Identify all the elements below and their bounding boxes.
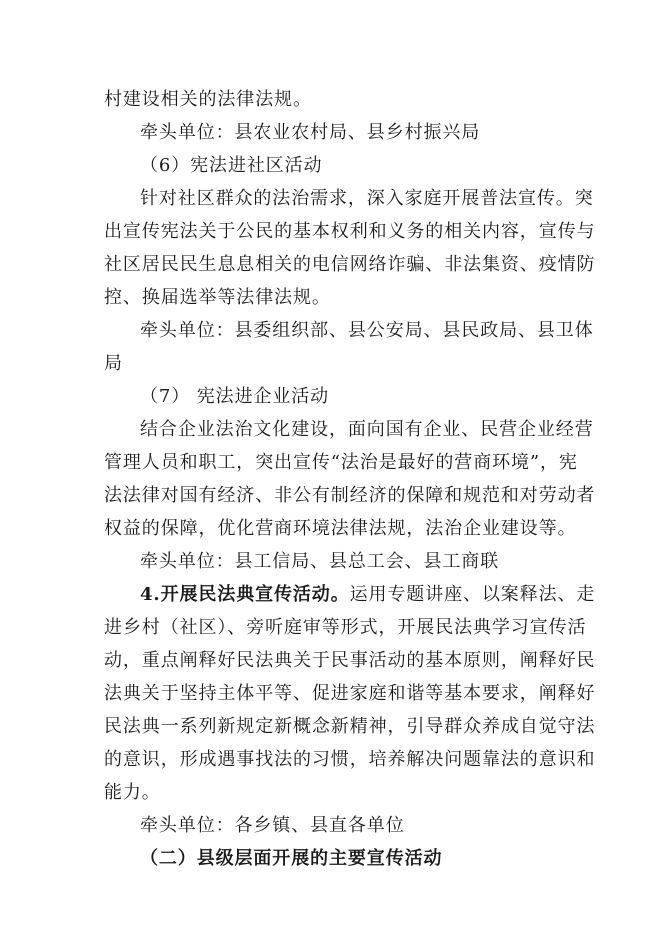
paragraph-text: 运用专题讲座、以案释法、走 — [349, 584, 596, 605]
lead-unit-line: 牵头单位：县委组织部、县公安局、县民政局、县卫体 — [140, 320, 594, 341]
section-heading-4: 4.开展民法典宣传活动。 — [140, 584, 350, 605]
paragraph-line: 权益的保障，优化营商环境法律法规，法治企业建设等。 — [104, 518, 577, 539]
paragraph-line: 出宣传宪法关于公民的基本权利和义务的相关内容，宣传与 — [104, 221, 596, 242]
paragraph-line: 法典关于坚持主体平等、促进家庭和谐等基本要求，阐释好 — [104, 683, 596, 704]
lead-unit-line: 牵头单位：各乡镇、县直各单位 — [140, 815, 405, 836]
lead-unit-line: 牵头单位：县农业农村局、县乡村振兴局 — [140, 122, 481, 143]
paragraph-line: 针对社区群众的法治需求，深入家庭开展普法宣传。突 — [140, 188, 594, 209]
paragraph-line: 进乡村（社区）、旁听庭审等形式，开展民法典学习宣传活 — [104, 617, 587, 638]
section-heading-2: （二）县级层面开展的主要宣传活动 — [140, 848, 443, 869]
paragraph-line: 动，重点阐释好民法典关于民事活动的基本原则，阐释好民 — [104, 650, 596, 671]
paragraph-line: 控、换届选举等法律法规。 — [104, 287, 331, 308]
paragraph-line-with-heading — [140, 584, 595, 606]
paragraph-line: 社区居民民生息息相关的电信网络诈骗、非法集资、疫情防 — [104, 254, 596, 275]
section-heading-7: （7） 宪法进企业活动 — [140, 386, 330, 407]
paragraph-line: 村建设相关的法律法规。 — [104, 89, 312, 110]
paragraph-line: 的意识，形成遇事找法的习惯，培养解决问题靠法的意识和 — [104, 749, 596, 770]
paragraph-line: 局 — [104, 353, 123, 374]
paragraph-line: 民法典一系列新规定新概念新精神，引导群众养成自觉守法 — [104, 716, 596, 737]
paragraph-line: 法法律对国有经济、非公有制经济的保障和规范和对劳动者 — [104, 485, 596, 506]
lead-unit-line: 牵头单位：县工信局、县总工会、县工商联 — [140, 551, 500, 572]
paragraph-line: 结合企业法治文化建设，面向国有企业、民营企业经营 — [140, 419, 594, 440]
section-heading-6: （6）宪法进社区活动 — [140, 155, 323, 176]
paragraph-line: 管理人员和职工，突出宣传“法治是最好的营商环境”，宪 — [104, 452, 578, 473]
paragraph-line: 能力。 — [104, 782, 161, 803]
